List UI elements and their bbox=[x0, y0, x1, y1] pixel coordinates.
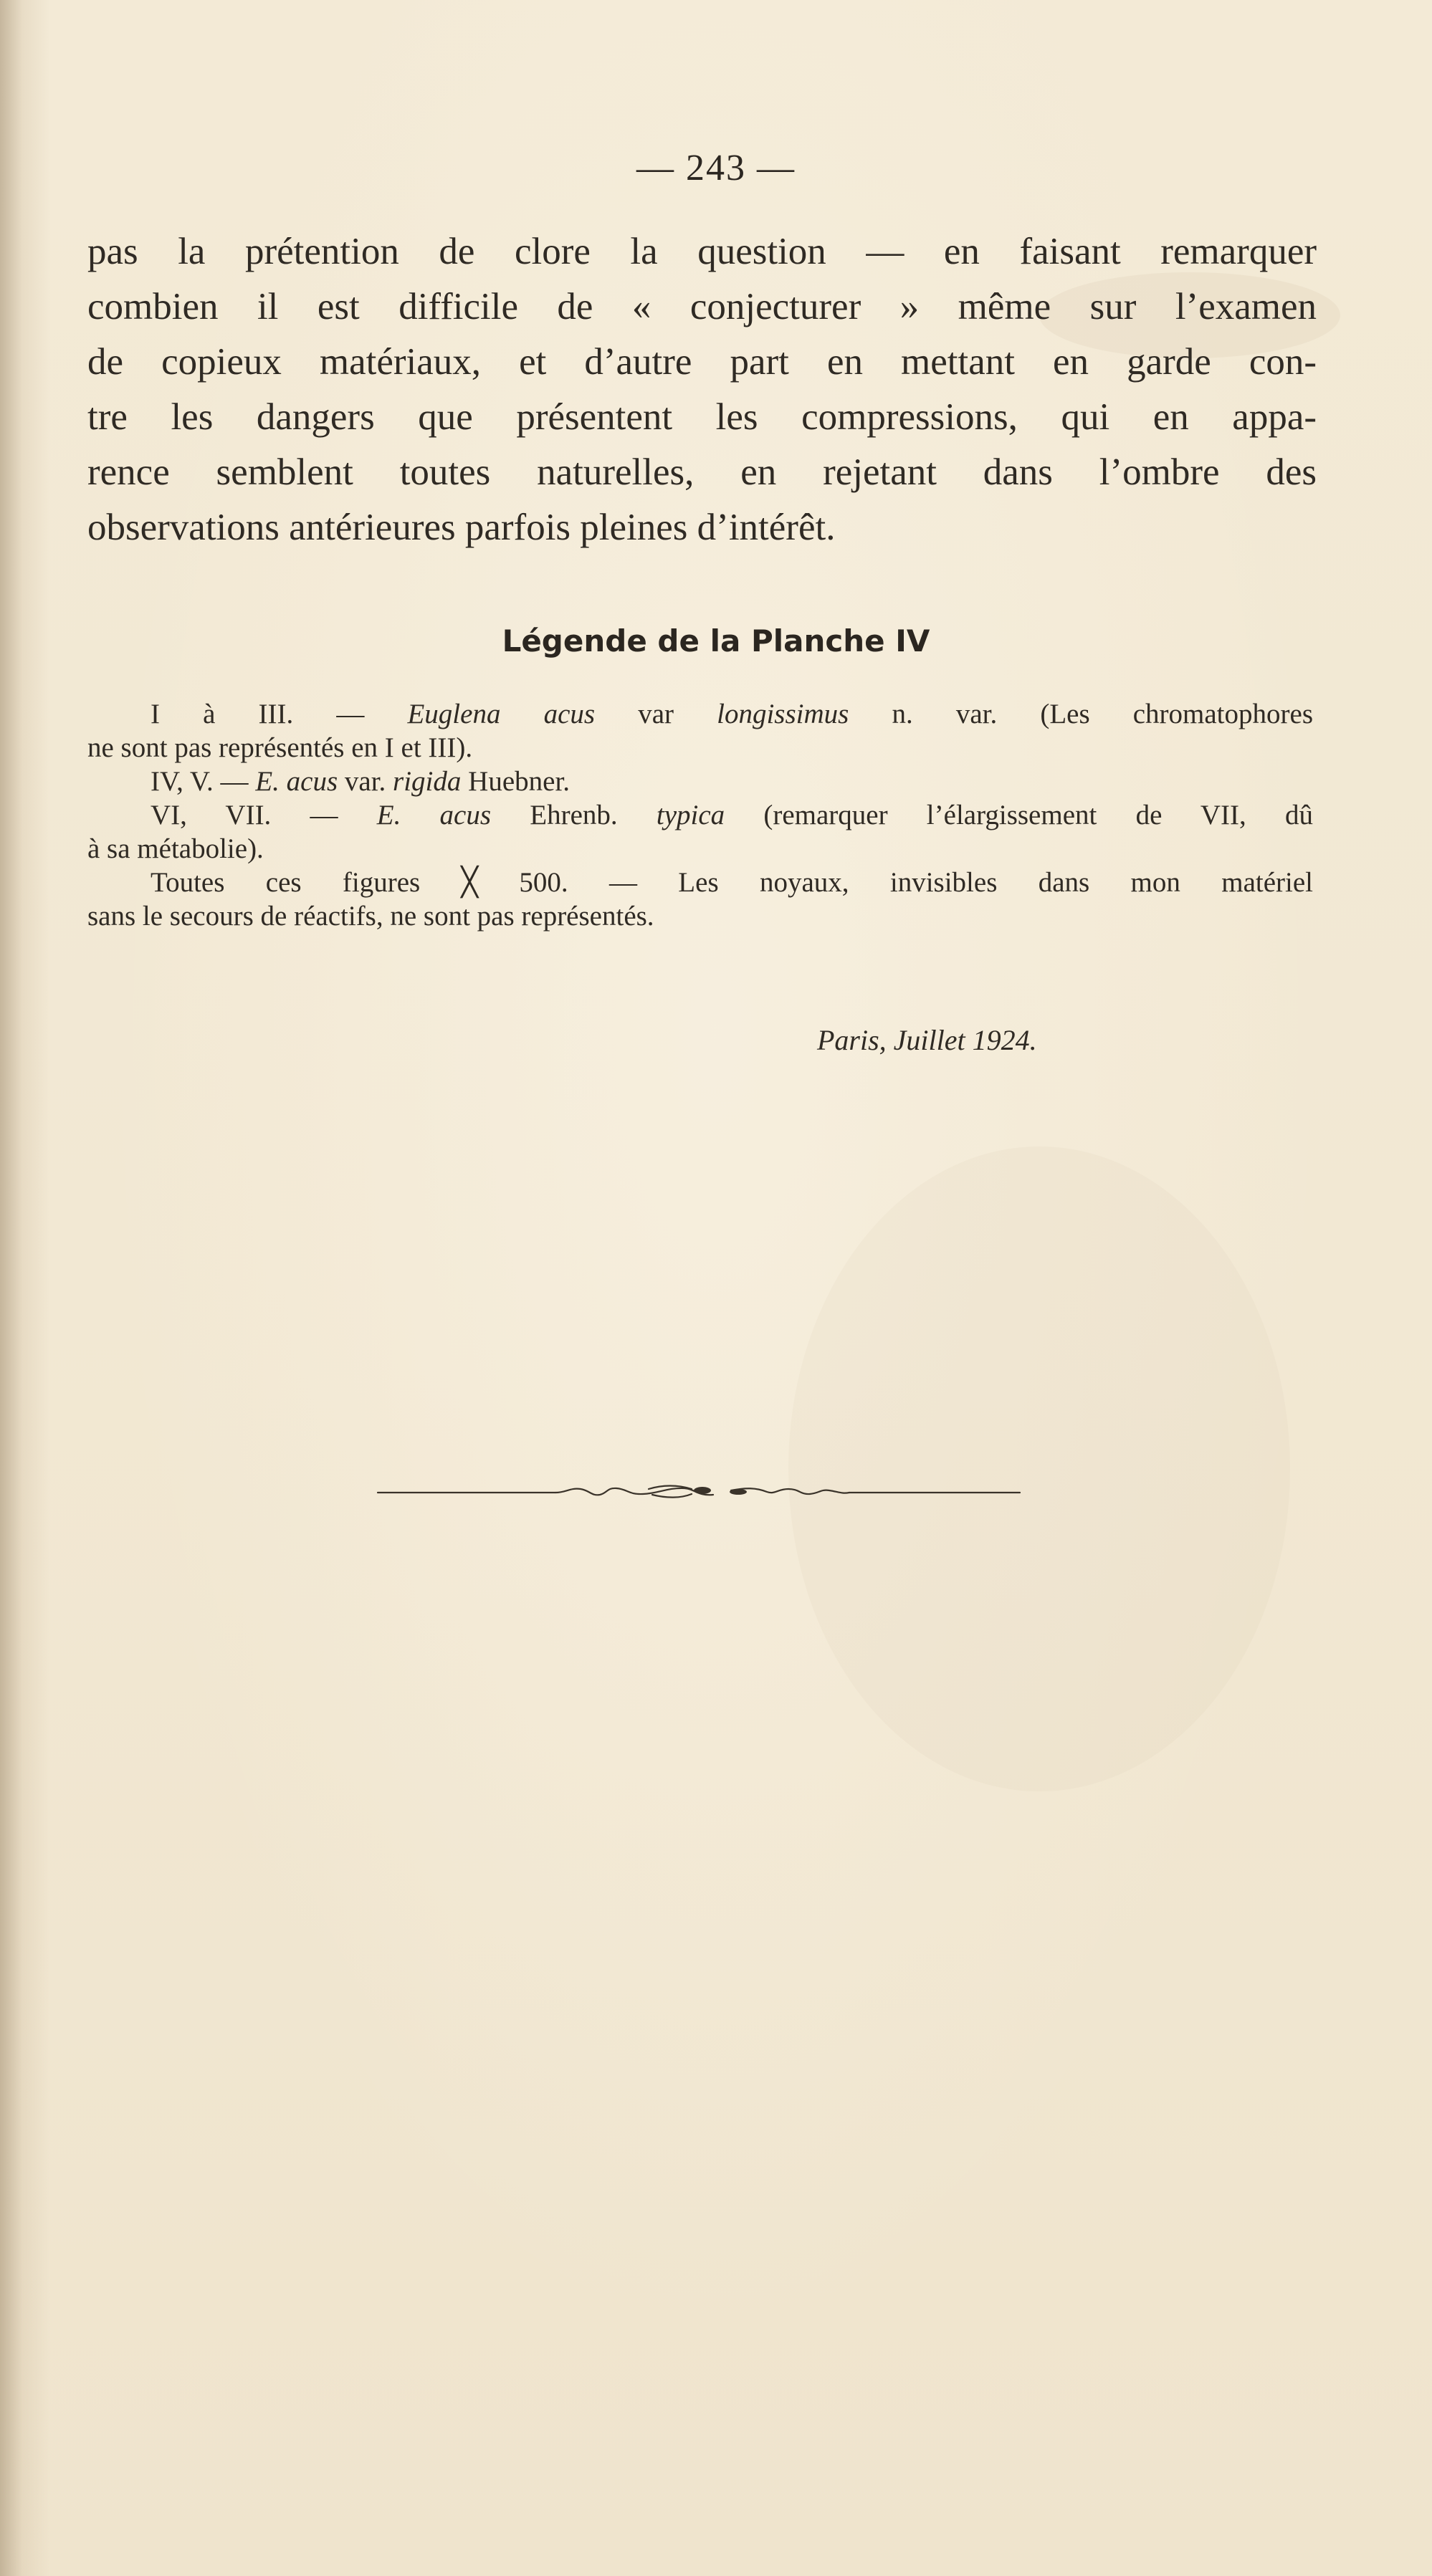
legend-entry bbox=[87, 866, 1313, 933]
species-name: acus bbox=[439, 800, 492, 830]
paper-stain bbox=[788, 1146, 1290, 1791]
legend-line: sans le secours de réactifs, ne sont pas représentés. bbox=[87, 901, 654, 932]
place-date-signature: Paris, Juillet 1924. bbox=[817, 1024, 1037, 1056]
legend-entry bbox=[87, 765, 1313, 798]
species-name: acus bbox=[286, 766, 338, 797]
legend-line: VI, VII. — E. acus Ehrenb. typica (remarquer l’élargissement de VII, dû bbox=[151, 800, 1313, 830]
genus-name: E. bbox=[255, 766, 280, 797]
legend-line: ne sont pas représentés en I et III). bbox=[87, 732, 473, 763]
legend-block bbox=[87, 697, 1313, 933]
ornament-left-swirl bbox=[555, 1488, 713, 1495]
ornament-leaf bbox=[730, 1489, 747, 1495]
variety-name: rigida bbox=[393, 766, 462, 797]
page-number: — 243 — bbox=[636, 148, 796, 188]
legend-line: Toutes ces figures ╳ 500. — Les noyaux, invisibles dans mon matériel bbox=[151, 867, 1313, 898]
body-line: de copieux matériaux, et d’autre part en mettant en garde con- bbox=[87, 341, 1317, 383]
legend-entry bbox=[87, 798, 1313, 866]
legend-line: I à III. — Euglena acus var longissimus n. var. (Les chromatophores bbox=[151, 699, 1313, 729]
variety-name: longissimus bbox=[717, 699, 849, 729]
legend-title: Légende de la Planche IV bbox=[502, 623, 930, 659]
legend-line: IV, V. — E. acus var. rigida Huebner. bbox=[151, 766, 571, 797]
legend-line: à sa métabolie). bbox=[87, 833, 264, 864]
body-paragraph bbox=[87, 224, 1317, 555]
ornament-center bbox=[649, 1486, 692, 1498]
variety-name: typica bbox=[656, 800, 725, 830]
binding-shadow bbox=[0, 0, 50, 2576]
species-name: acus bbox=[543, 699, 596, 729]
genus-name: Euglena bbox=[407, 699, 501, 729]
genus-name: E. bbox=[376, 800, 401, 830]
legend-entry bbox=[87, 697, 1313, 765]
body-line: combien il est difficile de « conjecturer » même sur l’examen bbox=[87, 286, 1317, 327]
body-line: rence semblent toutes naturelles, en rejetant dans l’ombre des bbox=[87, 451, 1317, 493]
body-line: tre les dangers que présentent les compressions, qui en appa- bbox=[87, 396, 1317, 438]
body-line: pas la prétention de clore la question — en faisant remarquer bbox=[87, 231, 1317, 272]
ornament-divider bbox=[376, 1475, 1021, 1510]
ornament-right-swirl bbox=[731, 1488, 849, 1494]
body-line: observations antérieures parfois pleines d’intérêt. bbox=[87, 507, 836, 548]
ornament-leaf bbox=[694, 1487, 711, 1494]
